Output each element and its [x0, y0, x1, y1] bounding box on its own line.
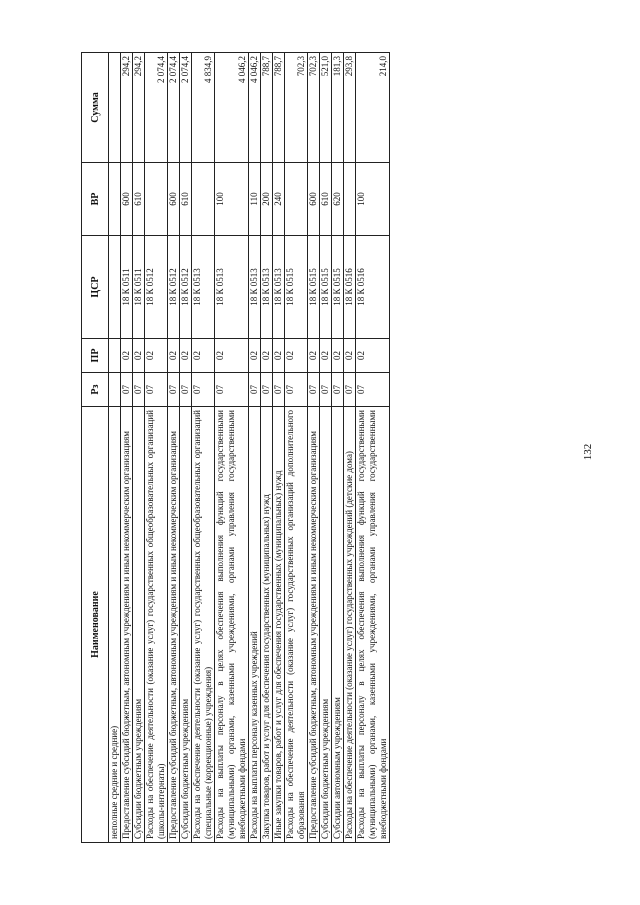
cell-name: неполные средние и средние)	[109, 407, 121, 843]
cell-vr: 100	[215, 163, 249, 236]
cell-name: Расходы на выплаты персоналу в целях обеспечения выполнения функций государственными (муниципальными) органами, казенными учреждениями, органами управления государственными внебюджетными фондами	[215, 407, 249, 843]
cell-sum: 214,0	[356, 53, 390, 163]
cell-vr	[344, 163, 356, 236]
table-header-row	[82, 53, 109, 843]
cell-csr: 18 К 0513	[261, 236, 273, 339]
cell-sum: 521,0	[320, 53, 332, 163]
cell-sum: 294,2	[133, 53, 145, 163]
cell-pr: 02	[344, 339, 356, 373]
cell-csr: 18 К 0513	[192, 236, 215, 339]
cell-pr: 02	[192, 339, 215, 373]
cell-pr: 02	[215, 339, 249, 373]
cell-rz: 07	[320, 373, 332, 407]
table-row	[215, 53, 249, 843]
table-row	[261, 53, 273, 843]
cell-sum: 181,3	[332, 53, 344, 163]
table-row	[192, 53, 215, 843]
table-row	[133, 53, 145, 843]
cell-rz	[109, 373, 121, 407]
table-row	[249, 53, 261, 843]
cell-vr	[109, 163, 121, 236]
header-sum: Сумма	[82, 53, 109, 163]
table-row	[168, 53, 180, 843]
cell-sum: 2 074,4	[145, 53, 168, 163]
cell-sum: 294,2	[121, 53, 133, 163]
cell-sum: 702,3	[285, 53, 308, 163]
cell-rz: 07	[332, 373, 344, 407]
header-rz: Рз	[82, 373, 109, 407]
cell-csr: 18 К 0512	[168, 236, 180, 339]
cell-rz: 07	[356, 373, 390, 407]
cell-pr: 02	[168, 339, 180, 373]
cell-rz: 07	[145, 373, 168, 407]
cell-vr	[145, 163, 168, 236]
header-vr: ВР	[82, 163, 109, 236]
cell-vr: 620	[332, 163, 344, 236]
cell-csr: 18 К 0515	[332, 236, 344, 339]
cell-csr: 18 К 0515	[285, 236, 308, 339]
cell-name: Расходы на выплаты персоналу казенных учреждений	[249, 407, 261, 843]
cell-pr: 02	[273, 339, 285, 373]
cell-pr: 02	[133, 339, 145, 373]
cell-vr: 600	[308, 163, 320, 236]
cell-name: Предоставление субсидий бюджетным, автономным учреждениям и иным некоммерческим организациям	[121, 407, 133, 843]
cell-csr: 18 К 0511	[133, 236, 145, 339]
cell-csr: 18 К 0512	[145, 236, 168, 339]
header-csr: ЦСР	[82, 236, 109, 339]
cell-rz: 07	[261, 373, 273, 407]
cell-csr: 18 К 0515	[320, 236, 332, 339]
cell-vr: 200	[261, 163, 273, 236]
cell-csr: 18 К 0511	[121, 236, 133, 339]
cell-name: Расходы на обеспечение деятельности (оказание услуг) государственных организаций дополнительного образования	[285, 407, 308, 843]
cell-rz: 07	[249, 373, 261, 407]
cell-pr: 02	[285, 339, 308, 373]
table-row	[121, 53, 133, 843]
cell-rz: 07	[215, 373, 249, 407]
cell-sum: 2 074,4	[168, 53, 180, 163]
cell-name: Субсидии бюджетным учреждениям	[180, 407, 192, 843]
table-row	[285, 53, 308, 843]
cell-rz: 07	[180, 373, 192, 407]
cell-pr	[109, 339, 121, 373]
cell-name: Расходы на обеспечение деятельности (оказание услуг) государственных общеобразовательных организаций (специальные (коррекционные) учреждения)	[192, 407, 215, 843]
cell-rz: 07	[121, 373, 133, 407]
cell-vr: 100	[356, 163, 390, 236]
cell-vr: 600	[168, 163, 180, 236]
budget-table-container	[81, 53, 577, 843]
cell-pr: 02	[320, 339, 332, 373]
cell-vr	[285, 163, 308, 236]
cell-sum: 4 046,2	[249, 53, 261, 163]
cell-name: Субсидии бюджетным учреждениям	[133, 407, 145, 843]
table-row	[344, 53, 356, 843]
cell-csr: 18 К 0513	[273, 236, 285, 339]
table-row	[320, 53, 332, 843]
cell-pr: 02	[261, 339, 273, 373]
cell-csr: 18 К 0516	[356, 236, 390, 339]
cell-csr: 18 К 0513	[215, 236, 249, 339]
cell-rz: 07	[285, 373, 308, 407]
table-row	[356, 53, 390, 843]
cell-name: Субсидии бюджетным учреждениям	[320, 407, 332, 843]
cell-name: Расходы на обеспечение деятельности (оказание услуг) государственных учреждений (детские дома)	[344, 407, 356, 843]
cell-sum: 4 834,9	[192, 53, 215, 163]
cell-vr: 240	[273, 163, 285, 236]
header-name: Наименование	[82, 407, 109, 843]
cell-sum: 702,3	[308, 53, 320, 163]
cell-rz: 07	[308, 373, 320, 407]
cell-rz: 07	[133, 373, 145, 407]
cell-csr: 18 К 0513	[249, 236, 261, 339]
cell-pr: 02	[180, 339, 192, 373]
table-row	[273, 53, 285, 843]
cell-name: Иные закупки товаров, работ и услуг для обеспечения государственных (муниципальных) нужд	[273, 407, 285, 843]
table-row	[308, 53, 320, 843]
cell-pr: 02	[356, 339, 390, 373]
cell-sum: 2 074,4	[180, 53, 192, 163]
cell-rz: 07	[273, 373, 285, 407]
cell-rz: 07	[168, 373, 180, 407]
cell-vr: 610	[133, 163, 145, 236]
cell-pr: 02	[121, 339, 133, 373]
cell-sum: 788,7	[273, 53, 285, 163]
cell-name: Предоставление субсидий бюджетным, автономным учреждениям и иным некоммерческим организациям	[168, 407, 180, 843]
cell-name: Предоставление субсидий бюджетным, автономным учреждениям и иным некоммерческим организациям	[308, 407, 320, 843]
cell-csr: 18 К 0512	[180, 236, 192, 339]
cell-vr: 610	[180, 163, 192, 236]
cell-name: Закупка товаров, работ и услуг для обеспечения государственных (муниципальных) нужд	[261, 407, 273, 843]
cell-name: Субсидии автономным учреждениям	[332, 407, 344, 843]
cell-vr: 110	[249, 163, 261, 236]
cell-name: Расходы на обеспечение деятельности (оказание услуг) государственных общеобразовательных организаций (школы-интернаты)	[145, 407, 168, 843]
cell-name: Расходы на выплаты персоналу в целях обеспечения выполнения функций государственными (муниципальными) органами, казенными учреждениями, органами управления государственными внебюджетными фондами	[356, 407, 390, 843]
page-number: 132	[582, 443, 594, 461]
table-row	[332, 53, 344, 843]
cell-pr: 02	[308, 339, 320, 373]
cell-pr: 02	[145, 339, 168, 373]
cell-csr	[109, 236, 121, 339]
cell-vr: 610	[320, 163, 332, 236]
cell-sum: 788,7	[261, 53, 273, 163]
table-row	[109, 53, 121, 843]
cell-csr: 18 К 0515	[308, 236, 320, 339]
cell-vr	[192, 163, 215, 236]
cell-rz: 07	[344, 373, 356, 407]
cell-pr: 02	[249, 339, 261, 373]
cell-pr: 02	[332, 339, 344, 373]
table-row	[145, 53, 168, 843]
cell-sum: 293,8	[344, 53, 356, 163]
budget-table	[81, 52, 390, 843]
header-pr: ПР	[82, 339, 109, 373]
cell-rz: 07	[192, 373, 215, 407]
cell-csr: 18 К 0516	[344, 236, 356, 339]
table-row	[180, 53, 192, 843]
cell-sum: 4 046,2	[215, 53, 249, 163]
cell-vr: 600	[121, 163, 133, 236]
cell-sum	[109, 53, 121, 163]
